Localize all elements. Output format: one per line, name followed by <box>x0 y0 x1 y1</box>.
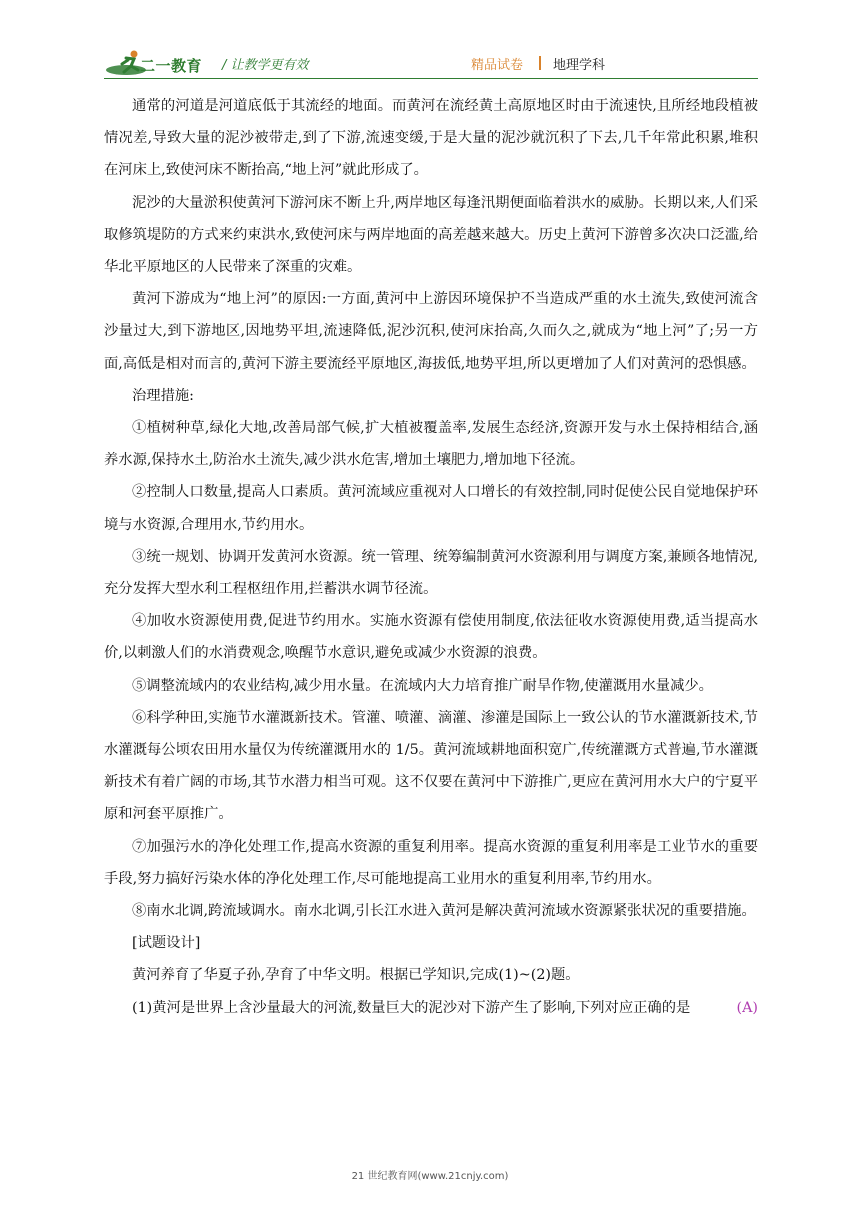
page-footer: 21 世纪教育网(www.21cnjy.com) <box>351 1171 509 1182</box>
slogan: / 让教学更有效 <box>222 58 309 73</box>
header-rule <box>104 78 758 79</box>
brand-label: 精品试卷 <box>471 58 524 73</box>
section-label: [试题设计] <box>132 935 201 952</box>
paragraph: 泥沙的大量淤积使黄河下游河床不断上升,两岸地区每逢汛期便面临着洪水的威胁。长期以来,人们采取修筑堤防的方式来约束洪水,致使河床与两岸地面的高差越来越大。历史上黄河下游曾多次决口泛滥,给华北平原地区的人民带来了深重的灾难。 <box>104 194 758 276</box>
slogan-text: 让教学更有效 <box>230 58 309 73</box>
logo-text: 二一教育 <box>140 57 203 75</box>
measure-item: ③统一规划、协调开发黄河水资源。统一管理、统筹编制黄河水资源利用与调度方案,兼顾各地情况,充分发挥大型水利工程枢纽作用,拦蓄洪水调节径流。 <box>104 548 758 598</box>
header-separator <box>539 56 541 70</box>
question-intro: 黄河养育了华夏子孙,孕育了中华文明。根据已学知识,完成(1)~(2)题。 <box>132 967 580 984</box>
question-1 <box>104 992 758 1024</box>
measure-item: ⑧南水北调,跨流域调水。南水北调,引长江水进入黄河是解决黄河流域水资源紧张状况的重要措施。 <box>132 903 756 920</box>
measure-item: ⑤调整流域内的农业结构,减少用水量。在流域内大力培育推广耐旱作物,使灌溉用水量减少。 <box>132 677 713 694</box>
paragraph: 黄河下游成为“地上河”的原因:一方面,黄河中上游因环境保护不当造成严重的水土流失,致使河流含沙量过大,到下游地区,因地势平坦,流速降低,泥沙沉积,使河床抬高,久而久之,就成为“地上河”了;另一方面,高低是相对而言的,黄河下游主要流经平原地区,海拔低,地势平坦,所以更增加了人们对黄河的恐惧感。 <box>104 291 758 372</box>
measure-item: ①植树种草,绿化大地,改善局部气候,扩大植被覆盖率,发展生态经济,资源开发与水土保持相结合,涵养水源,保持水土,防治水土流失,减少洪水危害,增加土壤肥力,增加地下径流。 <box>104 420 758 469</box>
measure-item: ⑦加强污水的净化处理工作,提高水资源的重复利用率。提高水资源的重复利用率是工业节水的重要手段,努力搞好污染水体的净化处理工作,尽可能地提高工业用水的重复利用率,节约用水。 <box>104 838 758 887</box>
paragraph: 通常的河道是河道底低于其流经的地面。而黄河在流经黄土高原地区时由于流速快,且所经地段植被情况差,导致大量的泥沙被带走,到了下游,流速变缓,于是大量的泥沙就沉积了下去,几千年常此积累,堆积在河床上,致使河床不断抬高,“地上河”就此形成了。 <box>104 98 758 179</box>
document-body <box>104 90 758 1024</box>
measure-item: ④加收水资源使用费,促进节约用水。实施水资源有偿使用制度,依法征收水资源使用费,适当提高水价,以刺激人们的水消费观念,唤醒节水意识,避免或减少水资源的浪费。 <box>104 613 758 662</box>
measure-item: ⑥科学种田,实施节水灌溉新技术。管灌、喷灌、滴灌、渗灌是国际上一致公认的节水灌溉新技术,节水灌溉每公顷农田用水量仅为传统灌溉用水的 1/5。黄河流域耕地面积宽广,传统灌溉方式普遍,节水灌溉新技术有着广阔的市场,其节水潜力相当可观。这不仅要在黄河中下游推广,更应在黄河用水大户的宁夏平原和河套平原推广。 <box>104 709 758 823</box>
measure-item: ②控制人口数量,提高人口素质。黄河流域应重视对人口增长的有效控制,同时促使公民自觉地保护环境与水资源,合理用水,节约用水。 <box>104 484 758 533</box>
subject-label: 地理学科 <box>553 58 606 73</box>
section-heading: 治理措施: <box>132 387 195 404</box>
question-1-text: (1)黄河是世界上含沙量最大的河流,数量巨大的泥沙对下游产生了影响,下列对应正确的是 <box>132 999 691 1016</box>
page-header <box>0 0 860 80</box>
answer-label: (A) <box>736 999 758 1016</box>
